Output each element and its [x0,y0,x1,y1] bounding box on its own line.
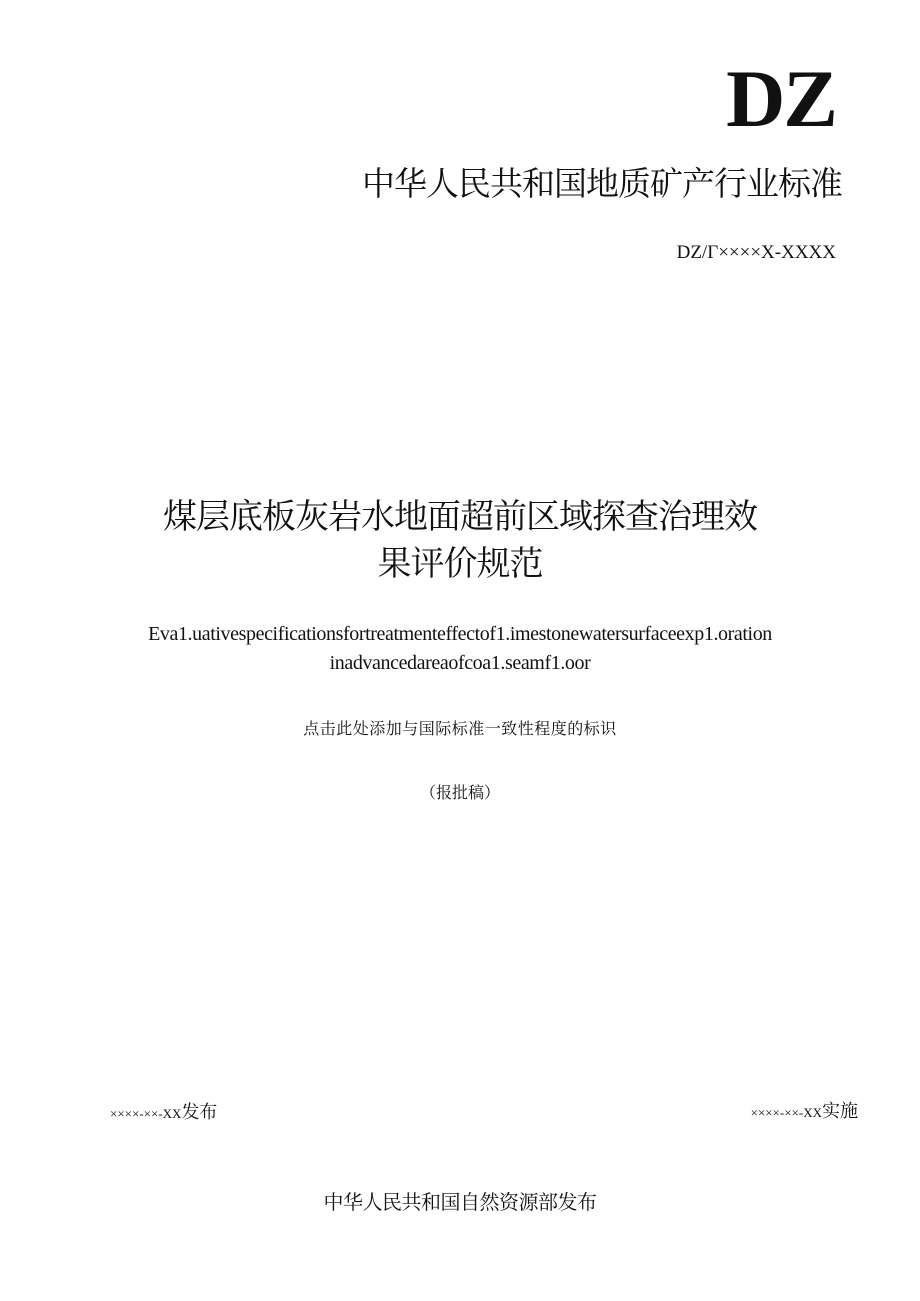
document-title-zh [100,494,820,588]
issue-date-label: 发布 [181,1102,218,1123]
implementation-date-label: 实施 [822,1101,858,1122]
organization-title: 中华人民共和国地质矿产行业标准 [362,164,842,203]
document-title-zh-line-1: 煤层底板灰岩水地面超前区域探查治理效 [163,497,757,537]
implementation-date-value: ××××-××-XX [750,1105,822,1120]
draft-status: （报批稿） [419,783,500,802]
publisher: 中华人民共和国自然资源部发布 [323,1190,597,1214]
issue-date-value: ××××-××-XX [110,1106,182,1121]
conformity-note[interactable]: 点击此处添加与国际标准一致性程度的标识 [303,719,617,738]
document-title-en-line-2: inadvancedareaofcoa1.seamf1.oor [329,652,591,674]
document-title-zh-line-2: 果评价规范 [377,544,543,584]
document-title-en [60,620,860,678]
standard-number: DZ/Γ××××X-XXXX [676,242,836,263]
issue-date [110,1098,217,1124]
document-title-en-line-1: Eva1.uativespecificationsfortreatmenteffectof1.imestonewatersurfaceexp1.oration [148,623,772,645]
standard-logo: DZ [726,53,836,144]
implementation-date [751,1097,858,1123]
